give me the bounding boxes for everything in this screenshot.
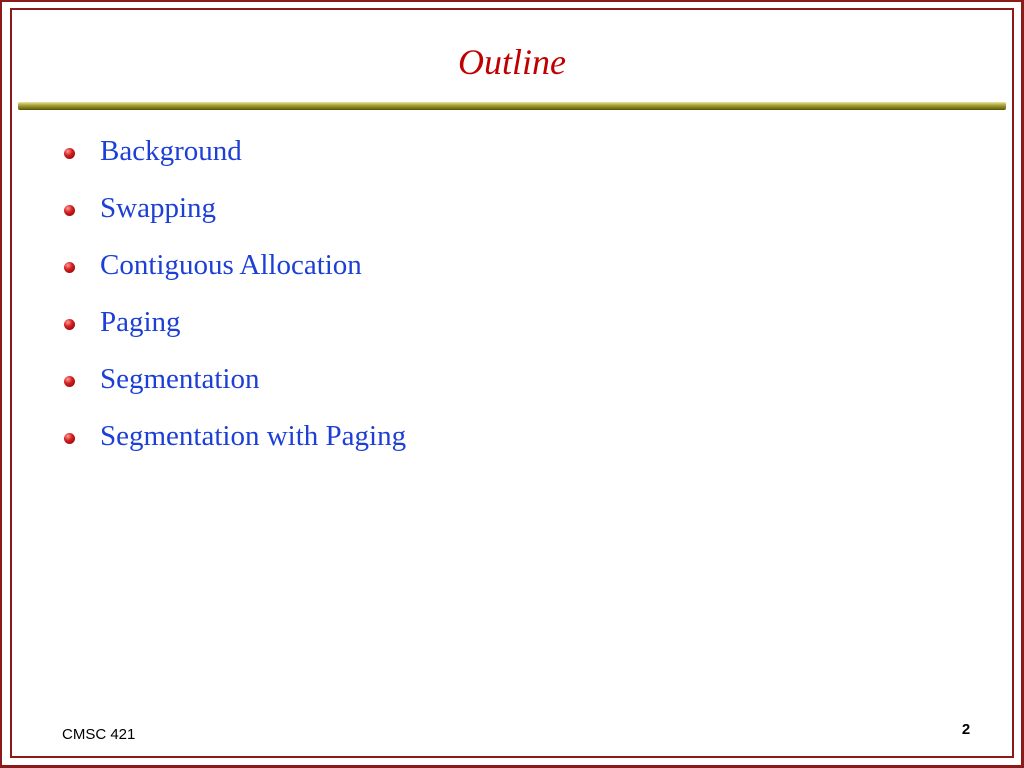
frame-border-top-outer	[0, 0, 1024, 2]
red-sphere-bullet-icon	[64, 205, 75, 216]
bullet-text: Swapping	[100, 192, 216, 224]
bullet-item	[64, 359, 406, 416]
frame-border-right-inner	[1012, 8, 1014, 758]
bullet-item	[64, 245, 406, 302]
bullet-item	[64, 302, 406, 359]
red-sphere-bullet-icon	[64, 433, 75, 444]
bullet-text: Contiguous Allocation	[100, 249, 362, 281]
frame-border-left-outer	[0, 0, 2, 768]
title-divider	[18, 102, 1006, 109]
slide-title: Outline	[458, 42, 566, 82]
bullet-item	[64, 131, 406, 188]
frame-border-left-inner	[10, 8, 12, 758]
bullet-item	[64, 188, 406, 245]
red-sphere-bullet-icon	[64, 262, 75, 273]
page-number: 2	[961, 721, 971, 738]
bullet-text: Segmentation with Paging	[100, 420, 407, 452]
footer-course-label: CMSC 421	[62, 726, 136, 743]
red-sphere-bullet-icon	[64, 376, 75, 387]
bullet-item	[64, 416, 406, 473]
frame-border-top-inner	[10, 8, 1014, 10]
bullet-text: Background	[100, 135, 242, 167]
bullet-text: Segmentation	[100, 363, 260, 395]
bullet-list	[64, 131, 406, 473]
red-sphere-bullet-icon	[64, 148, 75, 159]
bullet-text: Paging	[100, 306, 181, 338]
frame-border-bottom-inner	[10, 756, 1014, 758]
red-sphere-bullet-icon	[64, 319, 75, 330]
